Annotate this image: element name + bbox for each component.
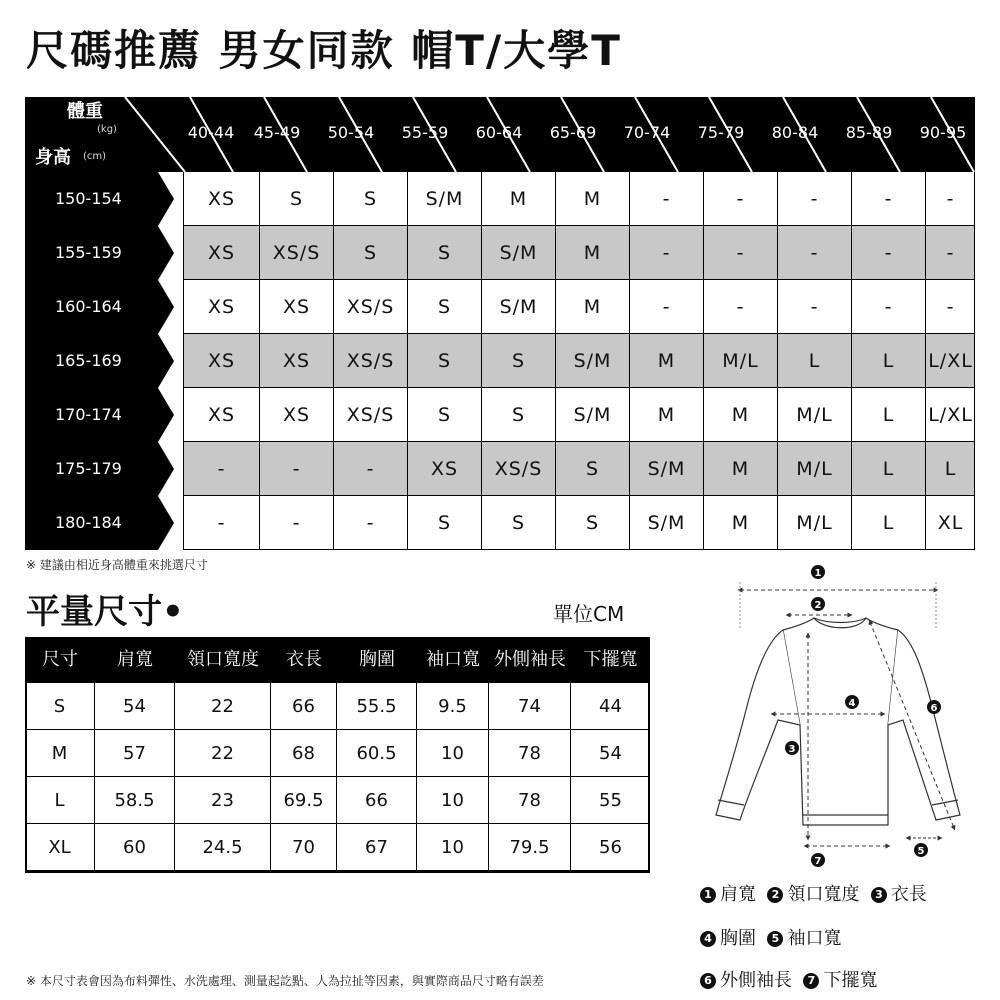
size-cell: L	[851, 388, 925, 442]
size-cell: -	[925, 226, 975, 280]
row-arrow	[158, 280, 174, 334]
legend-number: 3	[871, 887, 887, 903]
weight-label: 65-69	[549, 123, 597, 142]
flat-table-header	[25, 637, 650, 683]
table-row	[25, 496, 975, 550]
size-cell: S/M	[481, 280, 555, 334]
size-cell: S	[407, 388, 481, 442]
table-row	[25, 442, 975, 496]
size-cell: S	[407, 226, 481, 280]
marker-label: 3	[788, 744, 796, 755]
size-cell: S	[481, 496, 555, 550]
size-cell: S	[407, 280, 481, 334]
marker-label: 1	[814, 568, 822, 579]
weight-label: 90-95	[919, 123, 967, 142]
legend-number: 1	[700, 887, 716, 903]
height-label: 175-179	[25, 442, 158, 496]
measurement-cell: 69.5	[271, 777, 337, 824]
unit-label: 單位CM	[553, 602, 625, 626]
measurement-cell: 67	[337, 824, 417, 871]
weight-label: 45-49	[253, 123, 301, 142]
measurement-cell: 79.5	[489, 824, 571, 871]
size-cell: L	[851, 334, 925, 388]
measurement-cell: 10	[417, 824, 489, 871]
measurement-cell: 24.5	[175, 824, 271, 871]
height-label: 160-164	[25, 280, 158, 334]
column-header: 尺寸	[42, 649, 78, 670]
size-cell: XS	[259, 334, 333, 388]
size-cell: -	[629, 226, 703, 280]
weight-label: 75-79	[697, 123, 745, 142]
size-cell: L/XL	[925, 388, 975, 442]
legend-number: 7	[803, 973, 819, 989]
weight-axis-label: 體重	[67, 101, 103, 122]
size-cell: S	[555, 496, 629, 550]
weight-label: 80-84	[771, 123, 819, 142]
measurement-cell: 10	[417, 730, 489, 777]
legend-label: 袖口寬	[787, 928, 842, 949]
legend-number: 6	[700, 973, 716, 989]
height-label: 170-174	[25, 388, 158, 442]
size-cell: S/M	[555, 334, 629, 388]
size-cell: -	[333, 442, 407, 496]
size-cell: M	[555, 280, 629, 334]
size-cell: L	[925, 442, 975, 496]
size-cell: S	[481, 388, 555, 442]
size-cell: -	[777, 280, 851, 334]
measurement-cell: 66	[271, 683, 337, 730]
size-cell: M	[629, 388, 703, 442]
size-cell: M/L	[777, 388, 851, 442]
weight-label: 55-59	[401, 123, 449, 142]
legend-label: 衣長	[890, 884, 927, 905]
size-cell: XS/S	[481, 442, 555, 496]
column-header: 肩寬	[117, 649, 153, 670]
row-arrow	[158, 172, 174, 226]
measurement-cell: 10	[417, 777, 489, 824]
size-cell: -	[777, 226, 851, 280]
measurement-cell: 54	[571, 730, 650, 777]
measurement-cell: 55	[571, 777, 650, 824]
height-axis-label: 身高	[35, 147, 71, 168]
weight-unit: (kg)	[97, 124, 117, 135]
row-arrow	[158, 496, 174, 550]
measurement-cell: 60.5	[337, 730, 417, 777]
column-header: 衣長	[286, 649, 322, 670]
size-cell: S	[333, 226, 407, 280]
size-cell: XS	[259, 280, 333, 334]
size-cell: XS/S	[259, 226, 333, 280]
size-cell: M	[555, 172, 629, 226]
size-cell: M	[629, 334, 703, 388]
size-label: XL	[25, 824, 95, 871]
measurement-cell: 9.5	[417, 683, 489, 730]
size-cell: -	[703, 172, 777, 226]
weight-label: 85-89	[845, 123, 893, 142]
table-row	[25, 226, 975, 280]
marker-label: 6	[930, 703, 938, 714]
size-cell: -	[851, 280, 925, 334]
weight-label: 70-74	[623, 123, 671, 142]
measurement-cell: 78	[489, 777, 571, 824]
size-cell: -	[851, 226, 925, 280]
size-cell: S/M	[407, 172, 481, 226]
table-row	[25, 824, 650, 871]
measurement-cell: 44	[571, 683, 650, 730]
size-label: L	[25, 777, 95, 824]
size-cell: -	[703, 280, 777, 334]
row-arrow	[158, 226, 174, 280]
size-cell: XS	[259, 388, 333, 442]
size-cell: -	[925, 280, 975, 334]
size-cell: S/M	[629, 496, 703, 550]
size-cell: S/M	[481, 226, 555, 280]
row-arrow	[158, 334, 174, 388]
size-cell: M/L	[777, 442, 851, 496]
measurement-cell: 58.5	[95, 777, 175, 824]
page-title: 尺碼推薦 男女同款 帽T/大學T	[26, 26, 622, 75]
size-cell: S	[333, 172, 407, 226]
legend-line-1	[700, 880, 927, 906]
size-cell: XS/S	[333, 334, 407, 388]
size-cell: L	[777, 334, 851, 388]
size-cell: -	[183, 442, 259, 496]
measurement-cell: 55.5	[337, 683, 417, 730]
size-cell: S	[407, 334, 481, 388]
weight-label: 60-64	[475, 123, 523, 142]
legend-label: 外側袖長	[720, 970, 792, 991]
column-header: 袖口寬	[426, 649, 480, 670]
garment-measurement-diagram	[688, 560, 988, 870]
flat-size-title: 平量尺寸•	[26, 592, 184, 632]
size-cell: -	[333, 496, 407, 550]
legend-line-2	[700, 924, 841, 950]
table-row	[25, 730, 650, 777]
size-cell: -	[183, 496, 259, 550]
size-cell: -	[851, 172, 925, 226]
height-label: 155-159	[25, 226, 158, 280]
size-cell: S	[259, 172, 333, 226]
height-label: 150-154	[25, 172, 158, 226]
size-cell: S	[481, 334, 555, 388]
row-arrow	[158, 388, 174, 442]
legend-label: 肩寬	[720, 884, 756, 905]
row-arrow	[158, 442, 174, 496]
measurement-cell: 56	[571, 824, 650, 871]
measurement-cell: 54	[95, 683, 175, 730]
marker-label: 4	[848, 698, 856, 709]
weight-label: 40-44	[187, 123, 235, 142]
table-row	[25, 683, 650, 730]
size-cell: XL	[925, 496, 975, 550]
size-cell: -	[703, 226, 777, 280]
table-corner	[25, 97, 185, 172]
flat-measurement-table	[25, 637, 650, 873]
size-cell: XS/S	[333, 388, 407, 442]
legend-line-3	[700, 966, 877, 992]
marker-label: 2	[814, 600, 822, 611]
size-cell: XS	[183, 226, 259, 280]
size-cell: XS	[407, 442, 481, 496]
column-header: 胸圍	[359, 649, 395, 670]
size-cell: -	[925, 172, 975, 226]
table-row	[25, 777, 650, 824]
size-cell: L/XL	[925, 334, 975, 388]
size-label: S	[25, 683, 95, 730]
table-row	[25, 334, 975, 388]
size-cell: M	[555, 226, 629, 280]
marker-label: 7	[814, 856, 822, 867]
legend-number: 4	[700, 931, 716, 947]
measurement-cell: 57	[95, 730, 175, 777]
size-cell: L	[851, 442, 925, 496]
size-cell: L	[851, 496, 925, 550]
sweatshirt-outline	[716, 618, 960, 825]
size-cell: S/M	[629, 442, 703, 496]
size-cell: XS	[183, 280, 259, 334]
size-cell: M/L	[703, 334, 777, 388]
table-row	[25, 388, 975, 442]
size-cell: M/L	[777, 496, 851, 550]
disclaimer-note: ※ 本尺寸表會因為布料彈性、水洗處理、測量起訖點、人為拉扯等因素，與實際商品尺寸略有誤差	[26, 974, 544, 988]
size-cell: M	[703, 388, 777, 442]
table-row	[25, 280, 975, 334]
marker-label: 5	[917, 846, 925, 857]
measurement-cell: 23	[175, 777, 271, 824]
measurement-cell: 22	[175, 683, 271, 730]
measurement-cell: 60	[95, 824, 175, 871]
size-recommendation-table	[25, 97, 975, 550]
size-cell: S	[407, 496, 481, 550]
measurement-cell: 78	[489, 730, 571, 777]
size-cell: -	[259, 496, 333, 550]
measurement-cell: 68	[271, 730, 337, 777]
size-cell: -	[629, 172, 703, 226]
size-cell: -	[777, 172, 851, 226]
size-cell: S/M	[555, 388, 629, 442]
size-cell: -	[259, 442, 333, 496]
size-cell: M	[703, 442, 777, 496]
size-cell: XS	[183, 334, 259, 388]
weight-header-row	[25, 97, 975, 172]
column-header: 領口寬度	[187, 649, 259, 670]
size-cell: XS	[183, 388, 259, 442]
legend-number: 5	[767, 931, 783, 947]
legend-number: 2	[767, 887, 783, 903]
height-label: 180-184	[25, 496, 158, 550]
height-label: 165-169	[25, 334, 158, 388]
table-row	[25, 172, 975, 226]
size-cell: XS/S	[333, 280, 407, 334]
suggestion-note: ※ 建議由相近身高體重來挑選尺寸	[26, 558, 208, 572]
size-cell: XS	[183, 172, 259, 226]
size-cell: M	[703, 496, 777, 550]
legend-label: 胸圍	[720, 928, 756, 949]
size-cell: M	[481, 172, 555, 226]
size-cell: S	[555, 442, 629, 496]
column-header: 外側袖長	[494, 649, 566, 670]
column-header: 下擺寬	[583, 649, 638, 670]
legend-label: 領口寬度	[787, 884, 860, 905]
size-cell: -	[629, 280, 703, 334]
weight-label: 50-54	[327, 123, 375, 142]
measurement-cell: 70	[271, 824, 337, 871]
legend-label: 下擺寬	[823, 970, 878, 991]
measurement-cell: 22	[175, 730, 271, 777]
measurement-cell: 74	[489, 683, 571, 730]
measurement-cell: 66	[337, 777, 417, 824]
size-label: M	[25, 730, 95, 777]
height-unit: (cm)	[83, 151, 107, 162]
